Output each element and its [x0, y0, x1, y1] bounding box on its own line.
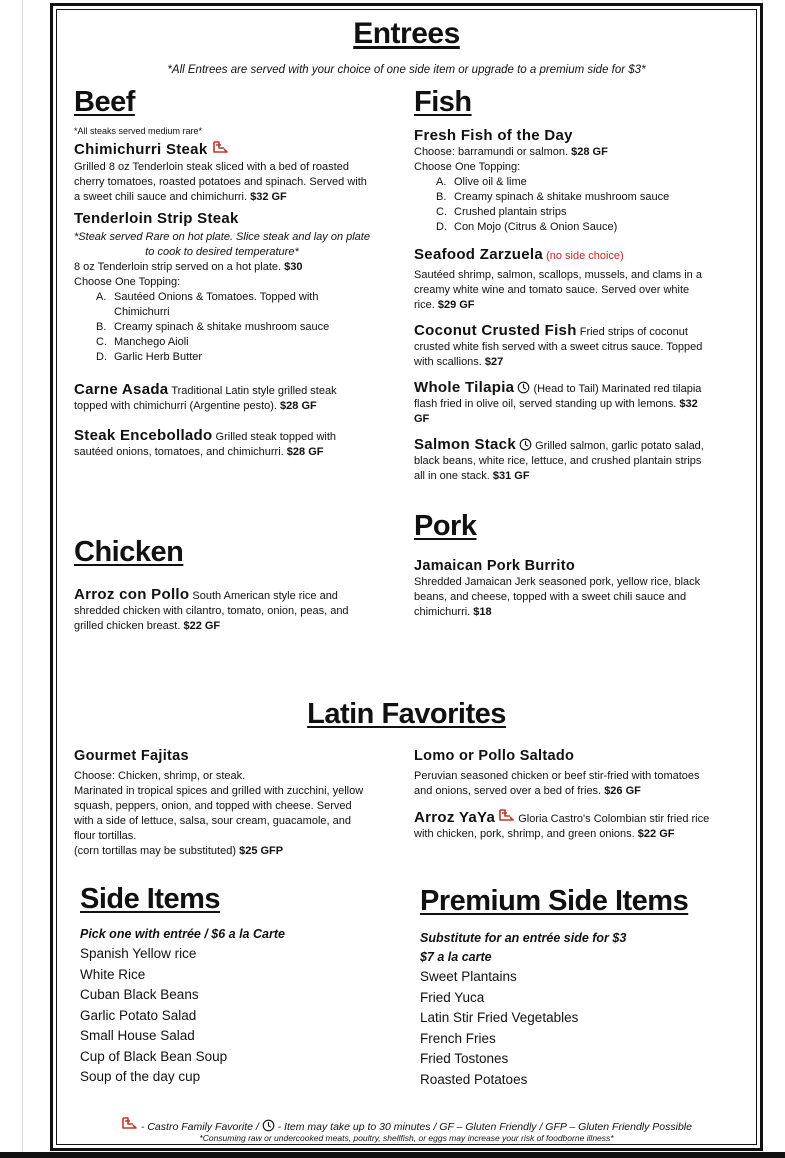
- gourmet-fajitas-name: Gourmet Fajitas: [74, 748, 189, 764]
- no-side-choice-note: (no side choice): [546, 250, 624, 262]
- list-item: Cuban Black Beans: [80, 987, 199, 1002]
- chicken-section: [74, 587, 356, 634]
- list-item: Latin Stir Fried Vegetables: [420, 1010, 579, 1025]
- list-item: Fried Yuca: [420, 989, 485, 1005]
- beef-note: *All steaks served medium rare*: [74, 126, 203, 136]
- side-items-subtitle: Pick one with entrée / $6 a la Carte: [80, 927, 285, 941]
- fajitas-section: [74, 747, 364, 859]
- list-item: Cup of Black Bean Soup: [80, 1048, 228, 1064]
- premium-subtitle-2: $7 a la carte: [420, 950, 492, 964]
- list-item: Roasted Potatoes: [420, 1071, 528, 1087]
- list-item: A. Olive oil & lime: [436, 176, 527, 188]
- list-item: D. Garlic Herb Butter: [96, 351, 203, 363]
- right-page-gutter: [762, 0, 785, 1158]
- pork-section: [414, 557, 704, 620]
- list-item: B. Creamy spinach & shitake mushroom sauce: [436, 191, 670, 203]
- chimichurri-steak-heading: [74, 140, 370, 160]
- tenderloin-strip-choose: Choose One Topping:: [74, 276, 181, 288]
- arroz-con-pollo-name: Arroz con Pollo: [74, 586, 190, 603]
- list-item: A. Sautéed Onions & Tomatoes. Topped with Chimichurri: [96, 291, 319, 318]
- fish-title: Fish: [414, 86, 472, 118]
- gourmet-fajitas-desc: Marinated in tropical spices and grilled with zucchini, yellow squash, peppers, onion, and topped with cheese. Served with a side of lettuce, salsa, sour cream, guacamole, and flour tortillas.: [74, 785, 364, 842]
- tenderloin-strip-note: *Steak served Rare on hot plate. Slice steak and lay on plate to cook to desired temperature*: [74, 231, 370, 258]
- pork-burrito-name: Jamaican Pork Burrito: [414, 558, 576, 574]
- family-favorite-icon: [212, 141, 229, 156]
- list-item: French Fries: [420, 1030, 496, 1046]
- footer-warning: *Consuming raw or undercooked meats, poultry, shellfish, or eggs may increase your risk of foodborne illness*: [199, 1133, 614, 1143]
- gourmet-fajitas-corn: (corn tortillas may be substituted) $25 GFP: [74, 845, 284, 857]
- seafood-zarzuela-desc: Sautéed shrimp, salmon, scallops, mussels, and clams in a creamy white wine and tomato sauce. Served over white rice. $29 GF: [414, 269, 702, 311]
- premium-side-items-title: Premium Side Items: [420, 885, 689, 917]
- footer-legend: [56, 1117, 757, 1133]
- list-item: C. Manchego Aioli: [96, 336, 189, 348]
- tenderloin-toppings-list: [74, 290, 370, 365]
- seafood-zarzuela-heading: [414, 245, 704, 266]
- arroz-yaya-item: Arroz YaYa Gloria Castro's Colombian stir fried rice with chicken, pork, shrimp, and green onions. $22 GF: [414, 809, 710, 840]
- pork-burrito-desc: Shredded Jamaican Jerk seasoned pork, yellow rice, black beans, and cheese, topped with a sweet chili sauce and chimichurri. $18: [414, 576, 701, 618]
- lomo-saltado-desc: Peruvian seasoned chicken or beef stir-fried with tomatoes and onions, served over a bed of fries. $26 GF: [414, 770, 700, 797]
- arroz-yaya-name: Arroz YaYa: [414, 809, 496, 826]
- arroz-con-pollo-item: Arroz con Pollo South American style rice and shredded chicken with cilantro, tomato, onion, peas, and grilled chicken breast. $22 GF: [74, 586, 349, 632]
- clock-icon: [519, 438, 532, 451]
- list-item: C. Crushed plantain strips: [436, 206, 567, 218]
- lomo-saltado-name: Lomo or Pollo Saltado: [414, 748, 575, 764]
- steak-encebollado-name: Steak Encebollado: [74, 427, 213, 444]
- list-item: Small House Salad: [80, 1028, 195, 1043]
- carne-asada-name: Carne Asada: [74, 381, 169, 398]
- fresh-fish-choose: Choose: barramundi or salmon. $28 GF: [414, 146, 608, 158]
- beef-section: [74, 125, 370, 460]
- fish-section: [414, 126, 704, 484]
- pork-title: Pork: [414, 510, 477, 542]
- side-items-list: [80, 925, 370, 1088]
- seafood-zarzuela-name: Seafood Zarzuela: [414, 246, 543, 263]
- list-item: B. Creamy spinach & shitake mushroom sauce: [96, 321, 330, 333]
- coconut-fish-item: Coconut Crusted Fish Fried strips of coconut crusted white fish served with a sweet citrus sauce. Topped with scallions. $27: [414, 322, 703, 368]
- tenderloin-strip-name: Tenderloin Strip Steak: [74, 210, 239, 227]
- list-item: Fried Tostones: [420, 1051, 509, 1066]
- latin-right-section: [414, 747, 720, 842]
- chimichurri-steak-name: Chimichurri Steak: [74, 141, 208, 158]
- carne-asada-item: Carne Asada Traditional Latin style grilled steak topped with chimichurri (Argentine pesto). $28 GF: [74, 381, 337, 412]
- list-item: D. Con Mojo (Citrus & Onion Sauce): [436, 221, 618, 233]
- fresh-fish-toppings-list: [414, 175, 704, 235]
- family-favorite-icon: [121, 1117, 138, 1132]
- list-item: Sweet Plantains: [420, 969, 517, 984]
- whole-tilapia-item: Whole Tilapia (Head to Tail) Marinated red tilapia flash fried in olive oil, served standing up with lemons. $32 GF: [414, 379, 702, 425]
- page-bottom-rule: [0, 1152, 785, 1158]
- fresh-fish-choose-topping: Choose One Topping:: [414, 161, 521, 173]
- list-item: Garlic Potato Salad: [80, 1007, 197, 1023]
- salmon-stack-item: Salmon Stack Grilled salmon, garlic potato salad, black beans, white rice, lettuce, and crushed plantain strips all in one stack. $31 GF: [414, 436, 704, 482]
- clock-icon: [517, 381, 530, 394]
- entrees-title: Entrees: [353, 17, 460, 50]
- list-item: White Rice: [80, 966, 146, 982]
- fresh-fish-name: Fresh Fish of the Day: [414, 127, 573, 144]
- list-item: Spanish Yellow rice: [80, 946, 197, 961]
- tenderloin-strip-desc: 8 oz Tenderloin strip served on a hot plate. $30: [74, 261, 303, 273]
- family-favorite-icon: [498, 809, 515, 824]
- whole-tilapia-name: Whole Tilapia: [414, 379, 515, 396]
- entrees-note: *All Entrees are served with your choice of one side item or upgrade to a premium side for $3*: [167, 64, 646, 76]
- chimichurri-steak-desc: Grilled 8 oz Tenderloin steak sliced with a bed of roasted cherry tomatoes, roasted potatoes and spinach. Served with a sweet chili sauce and chimichurri. $32 GF: [74, 161, 367, 203]
- clock-icon: [262, 1119, 275, 1132]
- list-item: Soup of the day cup: [80, 1069, 201, 1084]
- gourmet-fajitas-choose: Choose: Chicken, shrimp, or steak.: [74, 770, 246, 782]
- beef-title: Beef: [74, 86, 135, 118]
- footer-favorite-text: - Castro Family Favorite /: [140, 1121, 259, 1133]
- chicken-title: Chicken: [74, 536, 184, 568]
- premium-subtitle-1: Substitute for an entrée side for $3: [420, 931, 627, 945]
- latin-favorites-title: Latin Favorites: [307, 698, 506, 730]
- side-items-title: Side Items: [80, 883, 221, 915]
- salmon-stack-name: Salmon Stack: [414, 436, 516, 453]
- left-page-gutter: [0, 0, 23, 1158]
- steak-encebollado-item: Steak Encebollado Grilled steak topped with sautéed onions, tomatoes, and chimichurri. $28 GF: [74, 427, 336, 458]
- coconut-fish-name: Coconut Crusted Fish: [414, 322, 577, 339]
- footer-legend-text: - Item may take up to 30 minutes / GF – Gluten Friendly / GFP – Gluten Friendly Possible: [277, 1121, 692, 1133]
- premium-side-items-list: [420, 929, 720, 1090]
